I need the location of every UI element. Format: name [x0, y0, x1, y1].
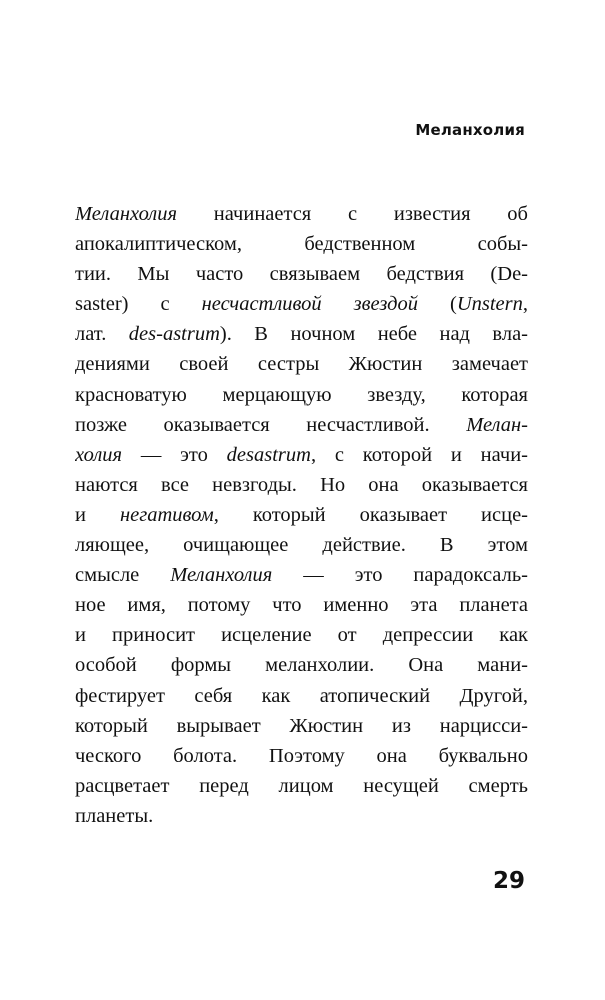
text-line [75, 500, 528, 530]
text-line [75, 410, 528, 440]
text-run: расцветает перед лицом несущей смерть [75, 774, 528, 797]
italic-text: desastrum [226, 443, 311, 466]
text-line [75, 530, 528, 560]
text-run: начинается с известия об [177, 203, 528, 225]
text-run: , с которой и начи- [310, 443, 528, 466]
text-run: фестирует себя как атопический Другой, [75, 684, 528, 707]
body-paragraph [75, 199, 528, 831]
running-head: Меланхолия [415, 121, 525, 139]
text-run: смысле [75, 564, 171, 587]
text-line [75, 771, 528, 801]
text-run: saster) с [75, 293, 202, 316]
text-line [75, 741, 528, 771]
text-line [75, 349, 528, 379]
text-run: ). В ночном небе над вла- [219, 323, 528, 346]
text-run: который вырывает Жюстин из нарцисси- [75, 714, 528, 737]
text-line [75, 590, 528, 620]
text-line [75, 801, 528, 831]
text-run: дениями своей сестры Жюстин замечает [75, 353, 528, 376]
text-line [75, 560, 528, 590]
text-run: ное имя, потому что именно эта планета [75, 594, 528, 617]
italic-text: негативом [119, 503, 214, 526]
text-run: ( [418, 293, 457, 316]
italic-text: Меланхолия [170, 564, 273, 587]
text-line [75, 319, 528, 349]
text-run: планеты. [75, 804, 154, 827]
text-run: лат. [75, 323, 129, 346]
text-run: наются все невзгоды. Но она оказывается [75, 473, 528, 496]
text-run: особой формы меланхолии. Она мани- [75, 654, 528, 677]
italic-text: Unstern [456, 293, 523, 316]
text-line [75, 620, 528, 650]
text-run: , который оказывает исце- [213, 503, 528, 526]
text-line [75, 711, 528, 741]
italic-text: Мелан- [466, 413, 528, 436]
text-run: — это [122, 443, 227, 466]
text-run: ческого болота. Поэтому она буквально [75, 744, 528, 767]
italic-text: Меланхолия [75, 203, 178, 225]
text-run: и [75, 503, 120, 526]
text-run: апокалиптическом, бедственном собы- [75, 233, 528, 256]
text-line [75, 289, 528, 319]
text-run: тии. Мы часто связываем бедствия (De- [75, 263, 528, 286]
text-run: позже оказывается несчастливой. [75, 413, 467, 436]
text-line [75, 229, 528, 259]
text-line [75, 470, 528, 500]
page-number: 29 [492, 868, 525, 894]
text-run: красноватую мерцающую звезду, которая [75, 383, 528, 406]
text-run: — это парадоксаль- [272, 564, 528, 587]
text-run: , [522, 293, 528, 316]
text-line [75, 440, 528, 470]
text-run: и приносит исцеление от депрессии как [75, 624, 528, 647]
text-line [75, 681, 528, 711]
text-line [75, 380, 528, 410]
text-run: ляющее, очищающее действие. В этом [75, 534, 528, 557]
text-line [75, 199, 528, 229]
italic-text: des-astrum [128, 323, 220, 346]
italic-text: несчастливой звездой [201, 293, 418, 316]
italic-text: холия [75, 443, 123, 466]
text-line [75, 650, 528, 680]
text-line [75, 259, 528, 289]
